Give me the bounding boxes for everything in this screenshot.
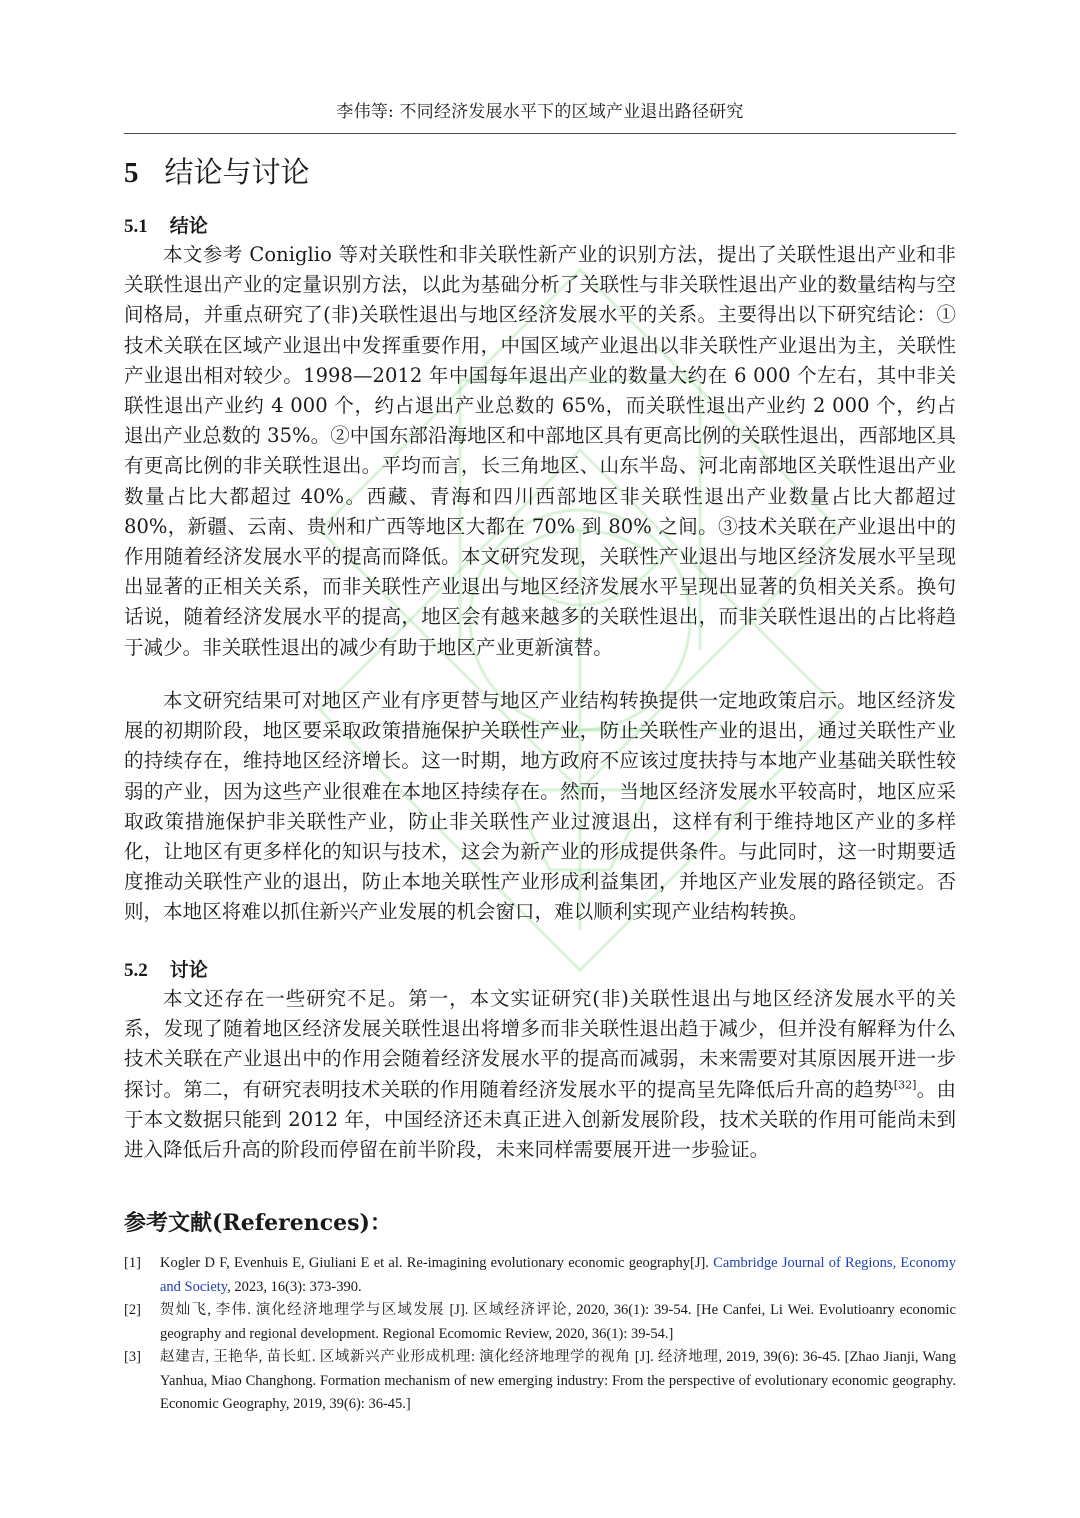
reference-text-end: , 2023, 16(3): 373-390. bbox=[227, 1278, 362, 1295]
reference-item bbox=[124, 1252, 956, 1299]
subsection-title: 讨论 bbox=[169, 959, 208, 981]
paragraph-discussion bbox=[124, 984, 956, 1165]
reference-item bbox=[124, 1299, 956, 1346]
journal-link[interactable]: Cambridge Journal of Regions, Economy and Society bbox=[160, 1255, 956, 1295]
references-heading: 参考文献(References)： bbox=[124, 1210, 392, 1236]
reference-text: 赵建吉, 王艳华, 苗长虹. 区域新兴产业形成机理: 演化经济地理学的视角 [J]. 经济地理, 2019, 39(6): 36-45. [Zhao Jianji, Wang Yanhua, Miao Changhong. Formation mechanism of new emerging industry: From the perspective of evolutionary economic geography. Economic Geography, 2019, 39(6): 36-45.] bbox=[160, 1349, 956, 1412]
discussion-text-a: 本文还存在一些研究不足。第一，本文实证研究(非)关联性退出与地区经济发展水平的关系，发现了随着地区经济发展关联性退出将增多而非关联性退出趋于减少，但并没有解释为什么技术关联在产业退出中的作用会随着经济发展水平的提高而减弱，未来需要对其原因展开进一步探讨。第二，有研究表明技术关联的作用随着经济发展水平的提高呈先降低后升高的趋势 bbox=[124, 987, 956, 1101]
reference-list bbox=[124, 1252, 956, 1417]
paragraph-conclusion-1: 本文参考 Coniglio 等对关联性和非关联性新产业的识别方法，提出了关联性退出产业和非关联性退出产业的定量识别方法，以此为基础分析了关联性与非关联性退出产业的数量结构与空间格局，并重点研究了(非)关联性退出与地区经济发展水平的关系。主要得出以下研究结论：①技术关联在区域产业退出中发挥重要作用，中国区域产业退出以非关联性产业退出为主，关联性产业退出相对较少。1998—2012 年中国每年退出产业的数量大约在 6 000 个左右，其中非关联性退出产业约 4 000 个，约占退出产业总数的 65%，而关联性退出产业约 2 000 个，约占退出产业总数的 35%。②中国东部沿海地区和中部地区具有更高比例的关联性退出，西部地区具有更高比例的非关联性退出。平均而言，长三角地区、山东半岛、河北南部地区关联性退出产业数量占比大都超过 40%。西藏、青海和四川西部地区非关联性退出产业数量占比大都超过 80%，新疆、云南、贵州和广西等地区大都在 70% 到 80% 之间。③技术关联在产业退出中的作用随着经济发展水平的提高而降低。本文研究发现，关联性产业退出与地区经济发展水平呈现出显著的正相关关系，而非关联性产业退出与地区经济发展水平呈现出显著的负相关关系。换句话说，随着经济发展水平的提高，地区会有越来越多的关联性退出，而非关联性退出的占比将趋于减少。非关联性退出的减少有助于地区产业更新演替。 bbox=[124, 243, 956, 659]
reference-tag: [3] bbox=[124, 1349, 141, 1365]
header-rule bbox=[124, 133, 956, 134]
subsection-heading-conclusion bbox=[124, 212, 208, 241]
reference-item bbox=[124, 1346, 956, 1417]
subsection-number: 5.2 bbox=[124, 960, 148, 981]
reference-text: Kogler D F, Evenhuis E, Giuliani E et al. Re-imagining evolutionary economic geography[J]. bbox=[160, 1255, 714, 1271]
subsection-number: 5.1 bbox=[124, 216, 148, 237]
subsection-heading-discussion bbox=[124, 956, 208, 985]
citation-marker[interactable]: [32] bbox=[893, 1078, 917, 1092]
reference-tag: [1] bbox=[124, 1255, 141, 1271]
section-heading bbox=[124, 151, 310, 194]
section-number: 5 bbox=[124, 157, 139, 189]
reference-tag: [2] bbox=[124, 1302, 141, 1318]
reference-text: 贺灿飞, 李伟. 演化经济地理学与区域发展 [J]. 区域经济评论, 2020, 36(1): 39-54. [He Canfei, Li Wei. Evolutioanry economic geography and regional development. Regional Ecomomic Review, 2020, 36(1): 39-54.] bbox=[160, 1302, 956, 1342]
subsection-title: 结论 bbox=[169, 215, 208, 237]
paragraph-conclusion-2: 本文研究结果可对地区产业有序更替与地区产业结构转换提供一定地政策启示。地区经济发展的初期阶段，地区要采取政策措施保护关联性产业，防止关联性产业的退出，通过关联性产业的持续存在，维持地区经济增长。这一时期，地方政府不应该过度扶持与本地产业基础关联性较弱的产业，因为这些产业很难在本地区持续存在。然而，当地区经济发展水平较高时，地区应采取政策措施保护非关联性产业，防止非关联性产业过渡退出，这样有利于维持地区产业的多样化，让地区有更多样化的知识与技术，这会为新产业的形成提供条件。与此同时，这一时期要适度推动关联性产业的退出，防止本地关联性产业形成利益集团，并地区产业发展的路径锁定。否则，本地区将难以抓住新兴产业发展的机会窗口，难以顺利实现产业结构转换。 bbox=[124, 689, 956, 924]
running-head: 李伟等: 不同经济发展水平下的区域产业退出路径研究 bbox=[336, 102, 744, 122]
section-title: 结论与讨论 bbox=[164, 155, 310, 189]
discussion-text-b: 。由于本文数据只能到 2012 年，中国经济还未真正进入创新发展阶段，技术关联的作用可能尚未到进入降低后升高的阶段而停留在前半阶段，未来同样需要展开进一步验证。 bbox=[124, 1077, 956, 1162]
